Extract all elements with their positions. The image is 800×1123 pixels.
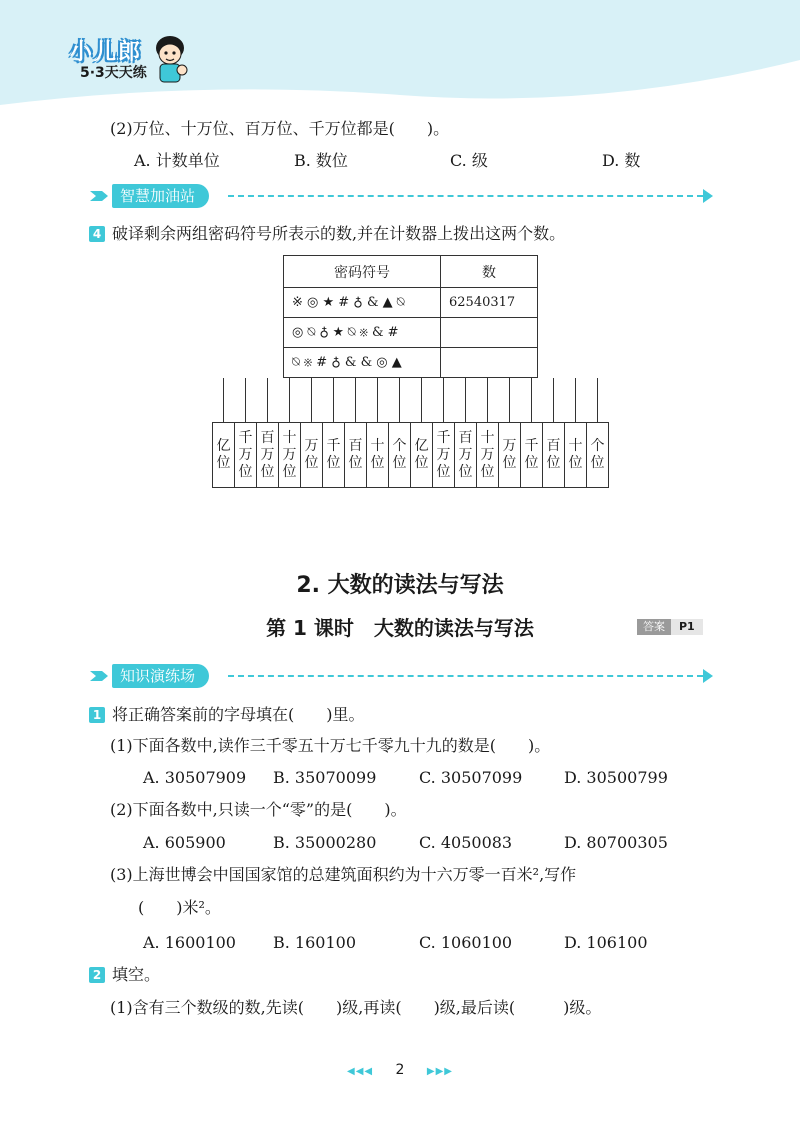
place-qianwan: 千 万 位	[433, 423, 455, 487]
abacus-rod[interactable]	[509, 378, 510, 422]
abacus-rod[interactable]	[531, 378, 532, 422]
number-cell-blank[interactable]	[441, 348, 538, 378]
table-header-row	[284, 256, 538, 288]
number-cell-blank[interactable]	[441, 318, 538, 348]
question-text: 破译剩余两组密码符号所表示的数,并在计数器上拨出这两个数。	[112, 224, 566, 243]
place-shiwan: 十 万 位	[477, 423, 499, 487]
place-qianwan: 千 万 位	[235, 423, 257, 487]
abacus-rod[interactable]	[465, 378, 466, 422]
place-shi: 十 位	[367, 423, 389, 487]
place-qian: 千 位	[323, 423, 345, 487]
option-b[interactable]: B. 数位	[294, 151, 348, 170]
sub-question-stem: (1)含有三个数级的数,先读( )级,再读( )级,最后读( )级。	[110, 998, 602, 1017]
abacus-frame	[212, 422, 411, 488]
option-c[interactable]: C. 1060100	[419, 933, 513, 952]
page-number: 2	[395, 1062, 405, 1078]
place-bai: 百 位	[345, 423, 367, 487]
place-ge: 个 位	[590, 438, 605, 471]
table-row	[284, 288, 538, 318]
abacus-rod[interactable]	[333, 378, 334, 422]
banner-icon	[88, 665, 110, 687]
lesson-title: 第 1 课时 大数的读法与写法	[266, 616, 534, 640]
sub-question-stem: (2)下面各数中,只读一个“零”的是( )。	[110, 800, 407, 819]
sub-question-stem: (1)下面各数中,读作三千零五十万七千零九十九的数是( )。	[110, 736, 551, 755]
option-d[interactable]: D. 106100	[564, 933, 648, 952]
mascot-icon	[148, 30, 192, 90]
question-text: 填空。	[112, 965, 161, 984]
abacus-rod[interactable]	[399, 378, 400, 422]
option-d[interactable]: D. 30500799	[564, 768, 668, 787]
place-qian: 千 位	[521, 423, 543, 487]
brand-logo: 小儿郎	[70, 40, 143, 65]
place-wan: 万 位	[499, 423, 521, 487]
section-banner-boost	[88, 181, 718, 211]
page-footer	[0, 1062, 800, 1078]
abacus-rod[interactable]	[311, 378, 312, 422]
place-bai: 百 位	[543, 423, 565, 487]
place-shi: 十 位	[565, 423, 587, 487]
section-label: 知识演练场	[112, 664, 209, 688]
option-c[interactable]: C. 30507099	[419, 768, 523, 787]
abacus-rod[interactable]	[597, 378, 598, 422]
banner-dashes	[228, 195, 703, 197]
table-row	[284, 348, 538, 378]
option-b[interactable]: B. 160100	[273, 933, 357, 952]
code-cell: ※ ◎ ★ # ♁ & ▲ ⍉	[284, 288, 441, 318]
option-a[interactable]: A. 计数单位	[134, 151, 220, 170]
place-wan: 万 位	[301, 423, 323, 487]
abacus-rod[interactable]	[355, 378, 356, 422]
option-b[interactable]: B. 35070099	[273, 768, 377, 787]
place-baiwan: 百 万 位	[455, 423, 477, 487]
banner-dashes	[228, 675, 703, 677]
abacus-rod[interactable]	[575, 378, 576, 422]
question-text: 将正确答案前的字母填在( )里。	[112, 705, 365, 724]
abacus-rod[interactable]	[289, 378, 290, 422]
series-name: 5·3天天练	[80, 65, 147, 81]
section-label: 智慧加油站	[112, 184, 209, 208]
answer-label: 答案	[637, 619, 671, 635]
code-cell: ◎ ⍉ ♁ ★ ⍉ ※ & #	[284, 318, 441, 348]
cipher-table	[283, 255, 538, 378]
abacus-rod[interactable]	[421, 378, 422, 422]
code-cell: ⍉ ※ # ♁ & & ◎ ▲	[284, 348, 441, 378]
place-ge: 个 位	[392, 438, 407, 471]
option-a[interactable]: A. 30507909	[143, 768, 247, 787]
prev-arrows-icon: ◀◀◀	[347, 1066, 374, 1077]
place-baiwan: 百 万 位	[257, 423, 279, 487]
option-d[interactable]: D. 80700305	[564, 833, 668, 852]
abacus-rod[interactable]	[553, 378, 554, 422]
sub-question-stem-cont: ( )米²。	[138, 898, 221, 917]
abacus-rod[interactable]	[487, 378, 488, 422]
abacus-rod[interactable]	[443, 378, 444, 422]
option-b[interactable]: B. 35000280	[273, 833, 377, 852]
next-arrows-icon: ▶▶▶	[426, 1066, 453, 1077]
chapter-title: 2. 大数的读法与写法	[296, 573, 504, 598]
option-c[interactable]: C. 4050083	[419, 833, 513, 852]
sub-question-stem: (3)上海世博会中国国家馆的总建筑面积约为十六万零一百米²,写作	[110, 865, 577, 884]
abacus-rod[interactable]	[267, 378, 268, 422]
answer-page: P1	[671, 619, 703, 635]
option-a[interactable]: A. 1600100	[143, 933, 236, 952]
banner-arrow-icon	[703, 189, 713, 203]
header-code: 密码符号	[284, 256, 441, 288]
table-row	[284, 318, 538, 348]
place-shiwan: 十 万 位	[279, 423, 301, 487]
abacus-rod[interactable]	[377, 378, 378, 422]
section-banner-practice	[88, 661, 718, 691]
abacus-frame	[410, 422, 609, 488]
abacus-rod[interactable]	[245, 378, 246, 422]
answer-tag[interactable]	[637, 619, 703, 635]
place-yi: 亿 位	[411, 423, 433, 487]
question-number: 2	[89, 967, 105, 983]
number-cell: 62540317	[441, 288, 538, 318]
option-d[interactable]: D. 数	[602, 151, 641, 170]
prev-question-stem: (2)万位、十万位、百万位、千万位都是( )。	[110, 119, 450, 138]
option-a[interactable]: A. 605900	[143, 833, 226, 852]
abacus-rod[interactable]	[223, 378, 224, 422]
question-number: 1	[89, 707, 105, 723]
banner-icon	[88, 185, 110, 207]
option-c[interactable]: C. 级	[450, 151, 488, 170]
header-number: 数	[441, 256, 538, 288]
place-yi: 亿 位	[213, 423, 235, 487]
banner-arrow-icon	[703, 669, 713, 683]
question-number: 4	[89, 226, 105, 242]
